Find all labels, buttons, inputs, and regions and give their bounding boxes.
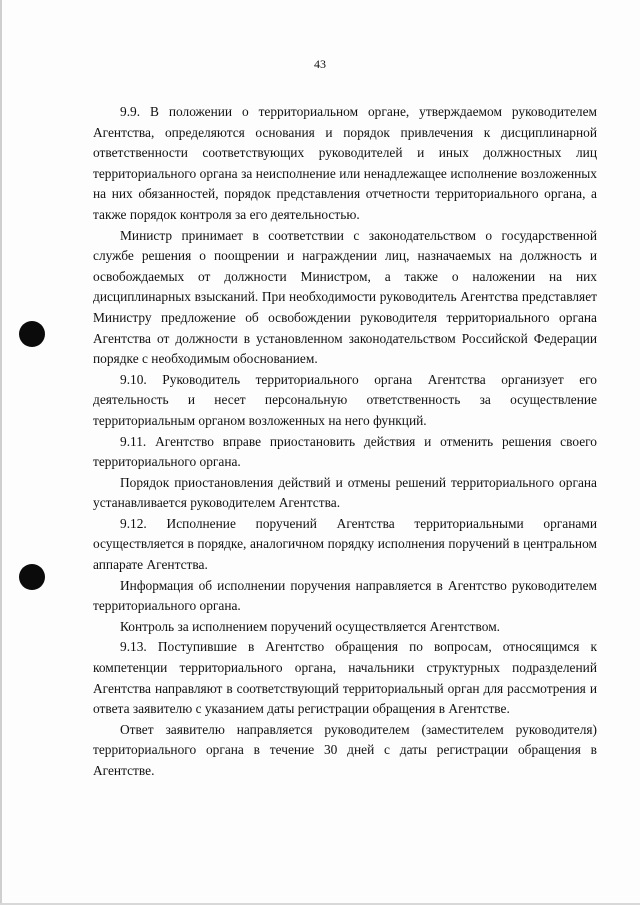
paragraph: Министр принимает в соответствии с законодательством о государственной службе решения о поощрении и награждении лиц, назначаемых на должность и освобождаемых от должности Министром, а также о наложении на них дисциплинарных взысканий. При необходимости руководитель Агентства представляет Министру предложение об освобождении руководителя территориального органа Агентства от должности в установленном законодательством Российской Федерации порядке с необходимым обоснованием.	[93, 227, 597, 367]
binder-hole	[19, 321, 45, 347]
paragraph: 9.10. Руководитель территориального органа Агентства организует его деятельность и несет персональную ответственность за осуществление территориальным органом возложенных на него функций.	[93, 371, 597, 428]
page-number: 43	[314, 57, 326, 71]
paragraph: Информация об исполнении поручения направляется в Агентство руководителем территориального органа.	[93, 577, 597, 614]
binder-hole	[19, 564, 45, 590]
scan-left-edge	[0, 0, 2, 905]
paragraph: Ответ заявителю направляется руководителем (заместителем руководителя) территориального органа в течение 30 дней с даты регистрации обращения в Агентстве.	[93, 721, 597, 778]
paragraph: 9.13. Поступившие в Агентство обращения по вопросам, относящимся к компетенции территориального органа, начальники структурных подразделений Агентства направляют в соответствующий территориальный орган для рассмотрения и ответа заявителю с указанием даты регистрации обращения в Агентстве.	[93, 639, 597, 717]
paragraph: 9.9. В положении о территориальном органе, утверждаемом руководителем Агентства, определяются основания и порядок привлечения к дисциплинарной ответственности соответствующих руководителей и иных должностных лиц территориального органа за неисполнение или ненадлежащее исполнение возложенных на них обязанностей, порядок представления отчетности территориального органа, а также порядок контроля за его деятельностью.	[93, 104, 597, 222]
paragraph: Порядок приостановления действий и отмены решений территориального органа устанавливается руководителем Агентства.	[93, 474, 597, 511]
paragraph: Контроль за исполнением поручений осуществляется Агентством.	[120, 618, 501, 634]
paragraph: 9.12. Исполнение поручений Агентства территориальными органами осуществляется в порядке, аналогичном порядку исполнения поручений в центральном аппарате Агентства.	[93, 515, 597, 573]
document-body	[93, 102, 597, 782]
paragraph: 9.11. Агентство вправе приостановить действия и отменить решения своего территориального органа.	[93, 433, 597, 470]
